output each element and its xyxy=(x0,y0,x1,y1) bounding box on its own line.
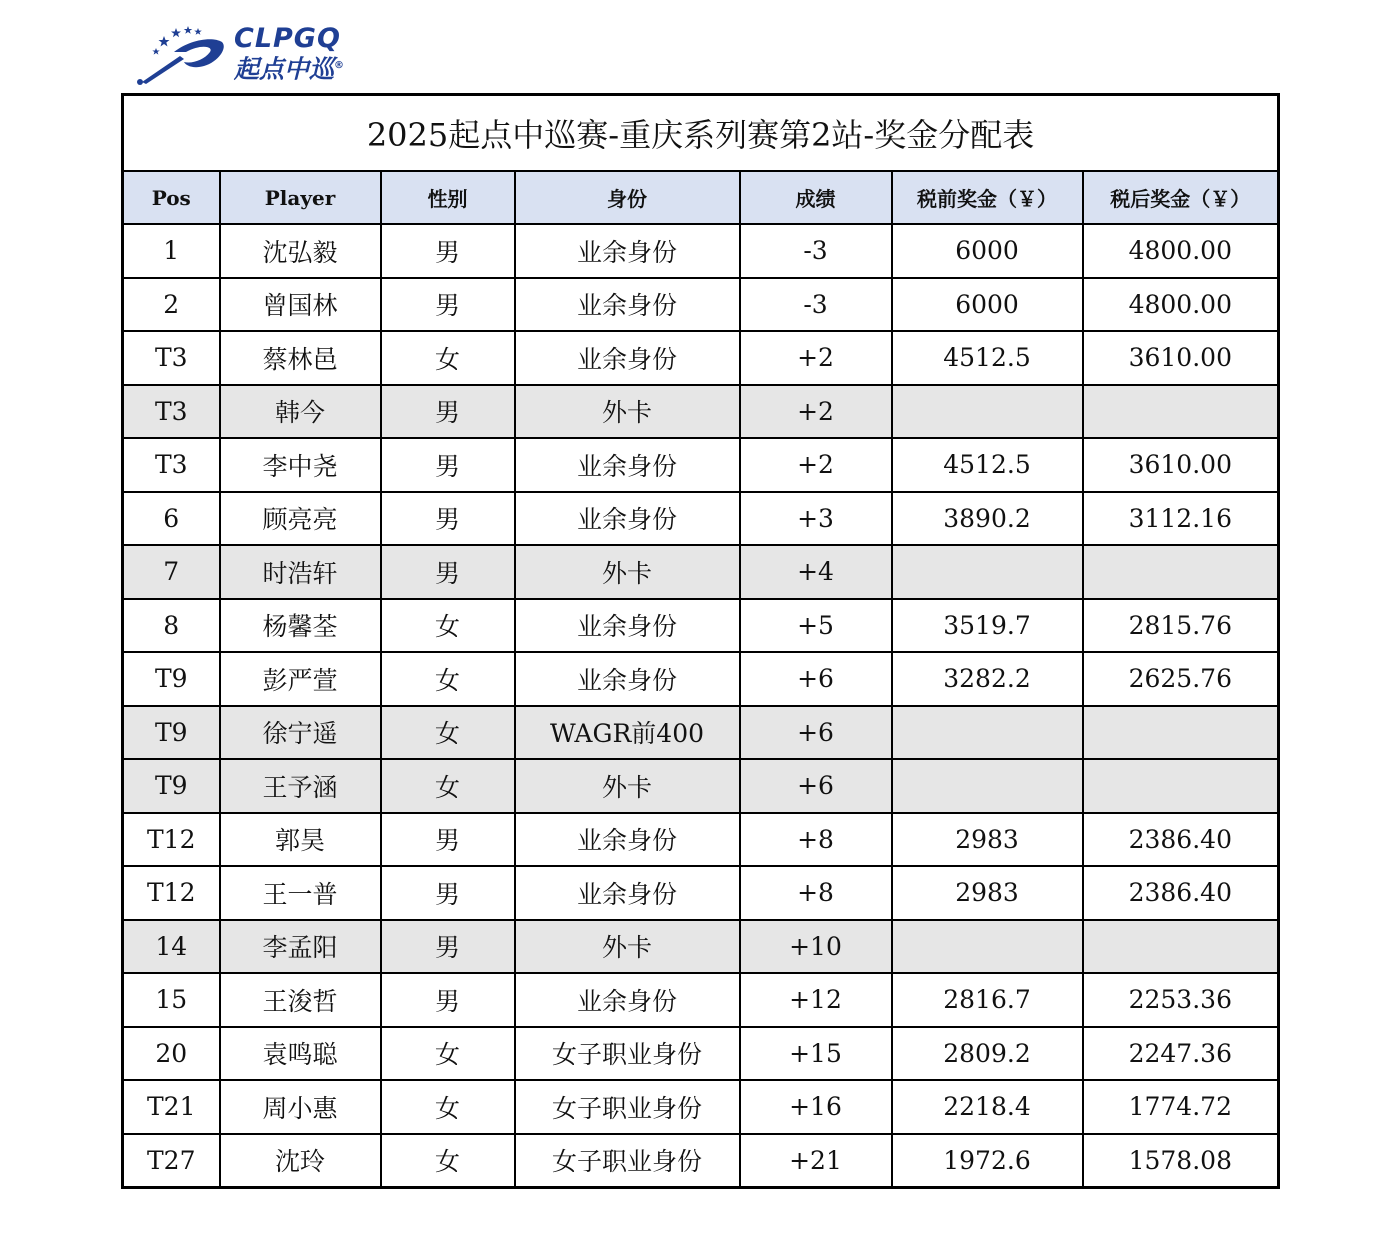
table-row xyxy=(123,920,1279,974)
cell-aftertax: 4800.00 xyxy=(1083,224,1279,278)
brand-name-cn: 起点中巡® xyxy=(234,54,345,84)
cell-score: +8 xyxy=(740,813,892,867)
cell-score: +5 xyxy=(740,599,892,653)
cell-gender: 男 xyxy=(381,385,515,439)
cell-gender: 男 xyxy=(381,866,515,920)
table-header-row xyxy=(123,171,1279,224)
header-gender: 性别 xyxy=(381,171,515,224)
cell-aftertax xyxy=(1083,706,1279,760)
cell-gender: 男 xyxy=(381,973,515,1027)
cell-pos: T27 xyxy=(123,1134,220,1188)
cell-score: +16 xyxy=(740,1080,892,1134)
table-row xyxy=(123,706,1279,760)
cell-player: 曾国林 xyxy=(220,278,381,332)
cell-player: 王予涵 xyxy=(220,759,381,813)
cell-score: +6 xyxy=(740,759,892,813)
cell-score: +6 xyxy=(740,652,892,706)
cell-aftertax: 3610.00 xyxy=(1083,438,1279,492)
cell-gender: 男 xyxy=(381,920,515,974)
cell-gender: 女 xyxy=(381,1134,515,1188)
cell-pos: 8 xyxy=(123,599,220,653)
cell-pos: T9 xyxy=(123,759,220,813)
cell-player: 彭严萱 xyxy=(220,652,381,706)
table-row xyxy=(123,866,1279,920)
table-row xyxy=(123,331,1279,385)
cell-pos: T3 xyxy=(123,331,220,385)
cell-aftertax: 2815.76 xyxy=(1083,599,1279,653)
cell-pos: 15 xyxy=(123,973,220,1027)
cell-aftertax: 3610.00 xyxy=(1083,331,1279,385)
brand-name: CLPGQ xyxy=(234,23,341,54)
cell-status: 业余身份 xyxy=(515,599,740,653)
cell-score: +12 xyxy=(740,973,892,1027)
cell-pos: T9 xyxy=(123,706,220,760)
table-row xyxy=(123,759,1279,813)
cell-score: +4 xyxy=(740,545,892,599)
table-row xyxy=(123,813,1279,867)
cell-aftertax: 2625.76 xyxy=(1083,652,1279,706)
cell-gender: 男 xyxy=(381,278,515,332)
cell-pretax: 2218.4 xyxy=(892,1080,1083,1134)
cell-player: 李孟阳 xyxy=(220,920,381,974)
cell-gender: 男 xyxy=(381,813,515,867)
cell-player: 杨馨荃 xyxy=(220,599,381,653)
cell-status: WAGR前400 xyxy=(515,706,740,760)
cell-pretax: 2809.2 xyxy=(892,1027,1083,1081)
cell-pos: T21 xyxy=(123,1080,220,1134)
cell-status: 业余身份 xyxy=(515,331,740,385)
cell-aftertax: 2253.36 xyxy=(1083,973,1279,1027)
cell-player: 顾亮亮 xyxy=(220,492,381,546)
cell-pretax xyxy=(892,706,1083,760)
header-score: 成绩 xyxy=(740,171,892,224)
cell-score: +2 xyxy=(740,438,892,492)
cell-status: 业余身份 xyxy=(515,866,740,920)
cell-aftertax: 4800.00 xyxy=(1083,278,1279,332)
header-pretax: 税前奖金（￥） xyxy=(892,171,1083,224)
cell-pos: 7 xyxy=(123,545,220,599)
table-row xyxy=(123,1027,1279,1081)
cell-pretax xyxy=(892,759,1083,813)
cell-pretax: 4512.5 xyxy=(892,438,1083,492)
table-row xyxy=(123,1080,1279,1134)
prize-distribution-table xyxy=(121,93,1280,1189)
cell-status: 外卡 xyxy=(515,759,740,813)
cell-player: 沈弘毅 xyxy=(220,224,381,278)
cell-pretax: 3890.2 xyxy=(892,492,1083,546)
cell-score: -3 xyxy=(740,224,892,278)
cell-player: 时浩轩 xyxy=(220,545,381,599)
cell-pretax: 3519.7 xyxy=(892,599,1083,653)
table-row xyxy=(123,1134,1279,1188)
cell-player: 王浚哲 xyxy=(220,973,381,1027)
cell-aftertax: 2247.36 xyxy=(1083,1027,1279,1081)
cell-gender: 男 xyxy=(381,224,515,278)
table-row xyxy=(123,385,1279,439)
cell-score: +15 xyxy=(740,1027,892,1081)
cell-gender: 男 xyxy=(381,492,515,546)
cell-status: 业余身份 xyxy=(515,224,740,278)
cell-pos: 14 xyxy=(123,920,220,974)
cell-gender: 女 xyxy=(381,1080,515,1134)
cell-player: 袁鸣聪 xyxy=(220,1027,381,1081)
cell-pretax: 2983 xyxy=(892,866,1083,920)
cell-pretax: 3282.2 xyxy=(892,652,1083,706)
cell-status: 女子职业身份 xyxy=(515,1027,740,1081)
cell-gender: 女 xyxy=(381,599,515,653)
cell-pretax: 2816.7 xyxy=(892,973,1083,1027)
cell-gender: 男 xyxy=(381,545,515,599)
cell-status: 外卡 xyxy=(515,545,740,599)
cell-pos: T9 xyxy=(123,652,220,706)
cell-aftertax: 2386.40 xyxy=(1083,866,1279,920)
cell-gender: 女 xyxy=(381,652,515,706)
table-row xyxy=(123,278,1279,332)
table-row xyxy=(123,973,1279,1027)
cell-gender: 女 xyxy=(381,759,515,813)
cell-pretax xyxy=(892,545,1083,599)
golfer-stars-icon xyxy=(134,22,234,86)
cell-player: 李中尧 xyxy=(220,438,381,492)
cell-status: 业余身份 xyxy=(515,973,740,1027)
cell-pos: T12 xyxy=(123,866,220,920)
cell-player: 郭昊 xyxy=(220,813,381,867)
cell-player: 徐宁遥 xyxy=(220,706,381,760)
cell-status: 业余身份 xyxy=(515,652,740,706)
cell-status: 业余身份 xyxy=(515,438,740,492)
cell-aftertax: 1578.08 xyxy=(1083,1134,1279,1188)
cell-gender: 女 xyxy=(381,706,515,760)
cell-pos: 1 xyxy=(123,224,220,278)
cell-pretax: 4512.5 xyxy=(892,331,1083,385)
table-row xyxy=(123,545,1279,599)
header-status: 身份 xyxy=(515,171,740,224)
table-title: 2025起点中巡赛-重庆系列赛第2站-奖金分配表 xyxy=(123,95,1279,172)
cell-aftertax: 1774.72 xyxy=(1083,1080,1279,1134)
cell-aftertax: 3112.16 xyxy=(1083,492,1279,546)
cell-status: 业余身份 xyxy=(515,813,740,867)
cell-pretax xyxy=(892,385,1083,439)
cell-status: 外卡 xyxy=(515,385,740,439)
cell-player: 王一普 xyxy=(220,866,381,920)
cell-score: +21 xyxy=(740,1134,892,1188)
cell-player: 周小惠 xyxy=(220,1080,381,1134)
cell-player: 沈玲 xyxy=(220,1134,381,1188)
cell-pretax: 6000 xyxy=(892,224,1083,278)
cell-aftertax xyxy=(1083,920,1279,974)
cell-score: +6 xyxy=(740,706,892,760)
cell-status: 业余身份 xyxy=(515,278,740,332)
cell-pos: 20 xyxy=(123,1027,220,1081)
header-pos: Pos xyxy=(123,171,220,224)
cell-pretax: 1972.6 xyxy=(892,1134,1083,1188)
table-row xyxy=(123,224,1279,278)
cell-player: 蔡林邑 xyxy=(220,331,381,385)
clpgq-logo xyxy=(134,22,374,86)
cell-score: +8 xyxy=(740,866,892,920)
header-aftertax: 税后奖金（￥） xyxy=(1083,171,1279,224)
table-row xyxy=(123,599,1279,653)
cell-score: +2 xyxy=(740,331,892,385)
cell-status: 外卡 xyxy=(515,920,740,974)
header-player: Player xyxy=(220,171,381,224)
cell-score: -3 xyxy=(740,278,892,332)
cell-gender: 女 xyxy=(381,1027,515,1081)
table-row xyxy=(123,492,1279,546)
cell-player: 韩今 xyxy=(220,385,381,439)
cell-gender: 女 xyxy=(381,331,515,385)
cell-aftertax xyxy=(1083,385,1279,439)
cell-pretax xyxy=(892,920,1083,974)
cell-status: 业余身份 xyxy=(515,492,740,546)
cell-gender: 男 xyxy=(381,438,515,492)
table-row xyxy=(123,438,1279,492)
cell-pos: T3 xyxy=(123,385,220,439)
cell-score: +10 xyxy=(740,920,892,974)
cell-aftertax xyxy=(1083,545,1279,599)
cell-pos: T12 xyxy=(123,813,220,867)
cell-status: 女子职业身份 xyxy=(515,1134,740,1188)
cell-score: +3 xyxy=(740,492,892,546)
cell-aftertax xyxy=(1083,759,1279,813)
cell-pos: 2 xyxy=(123,278,220,332)
cell-pretax: 2983 xyxy=(892,813,1083,867)
cell-pos: T3 xyxy=(123,438,220,492)
cell-score: +2 xyxy=(740,385,892,439)
cell-aftertax: 2386.40 xyxy=(1083,813,1279,867)
cell-pretax: 6000 xyxy=(892,278,1083,332)
cell-status: 女子职业身份 xyxy=(515,1080,740,1134)
table-row xyxy=(123,652,1279,706)
cell-pos: 6 xyxy=(123,492,220,546)
